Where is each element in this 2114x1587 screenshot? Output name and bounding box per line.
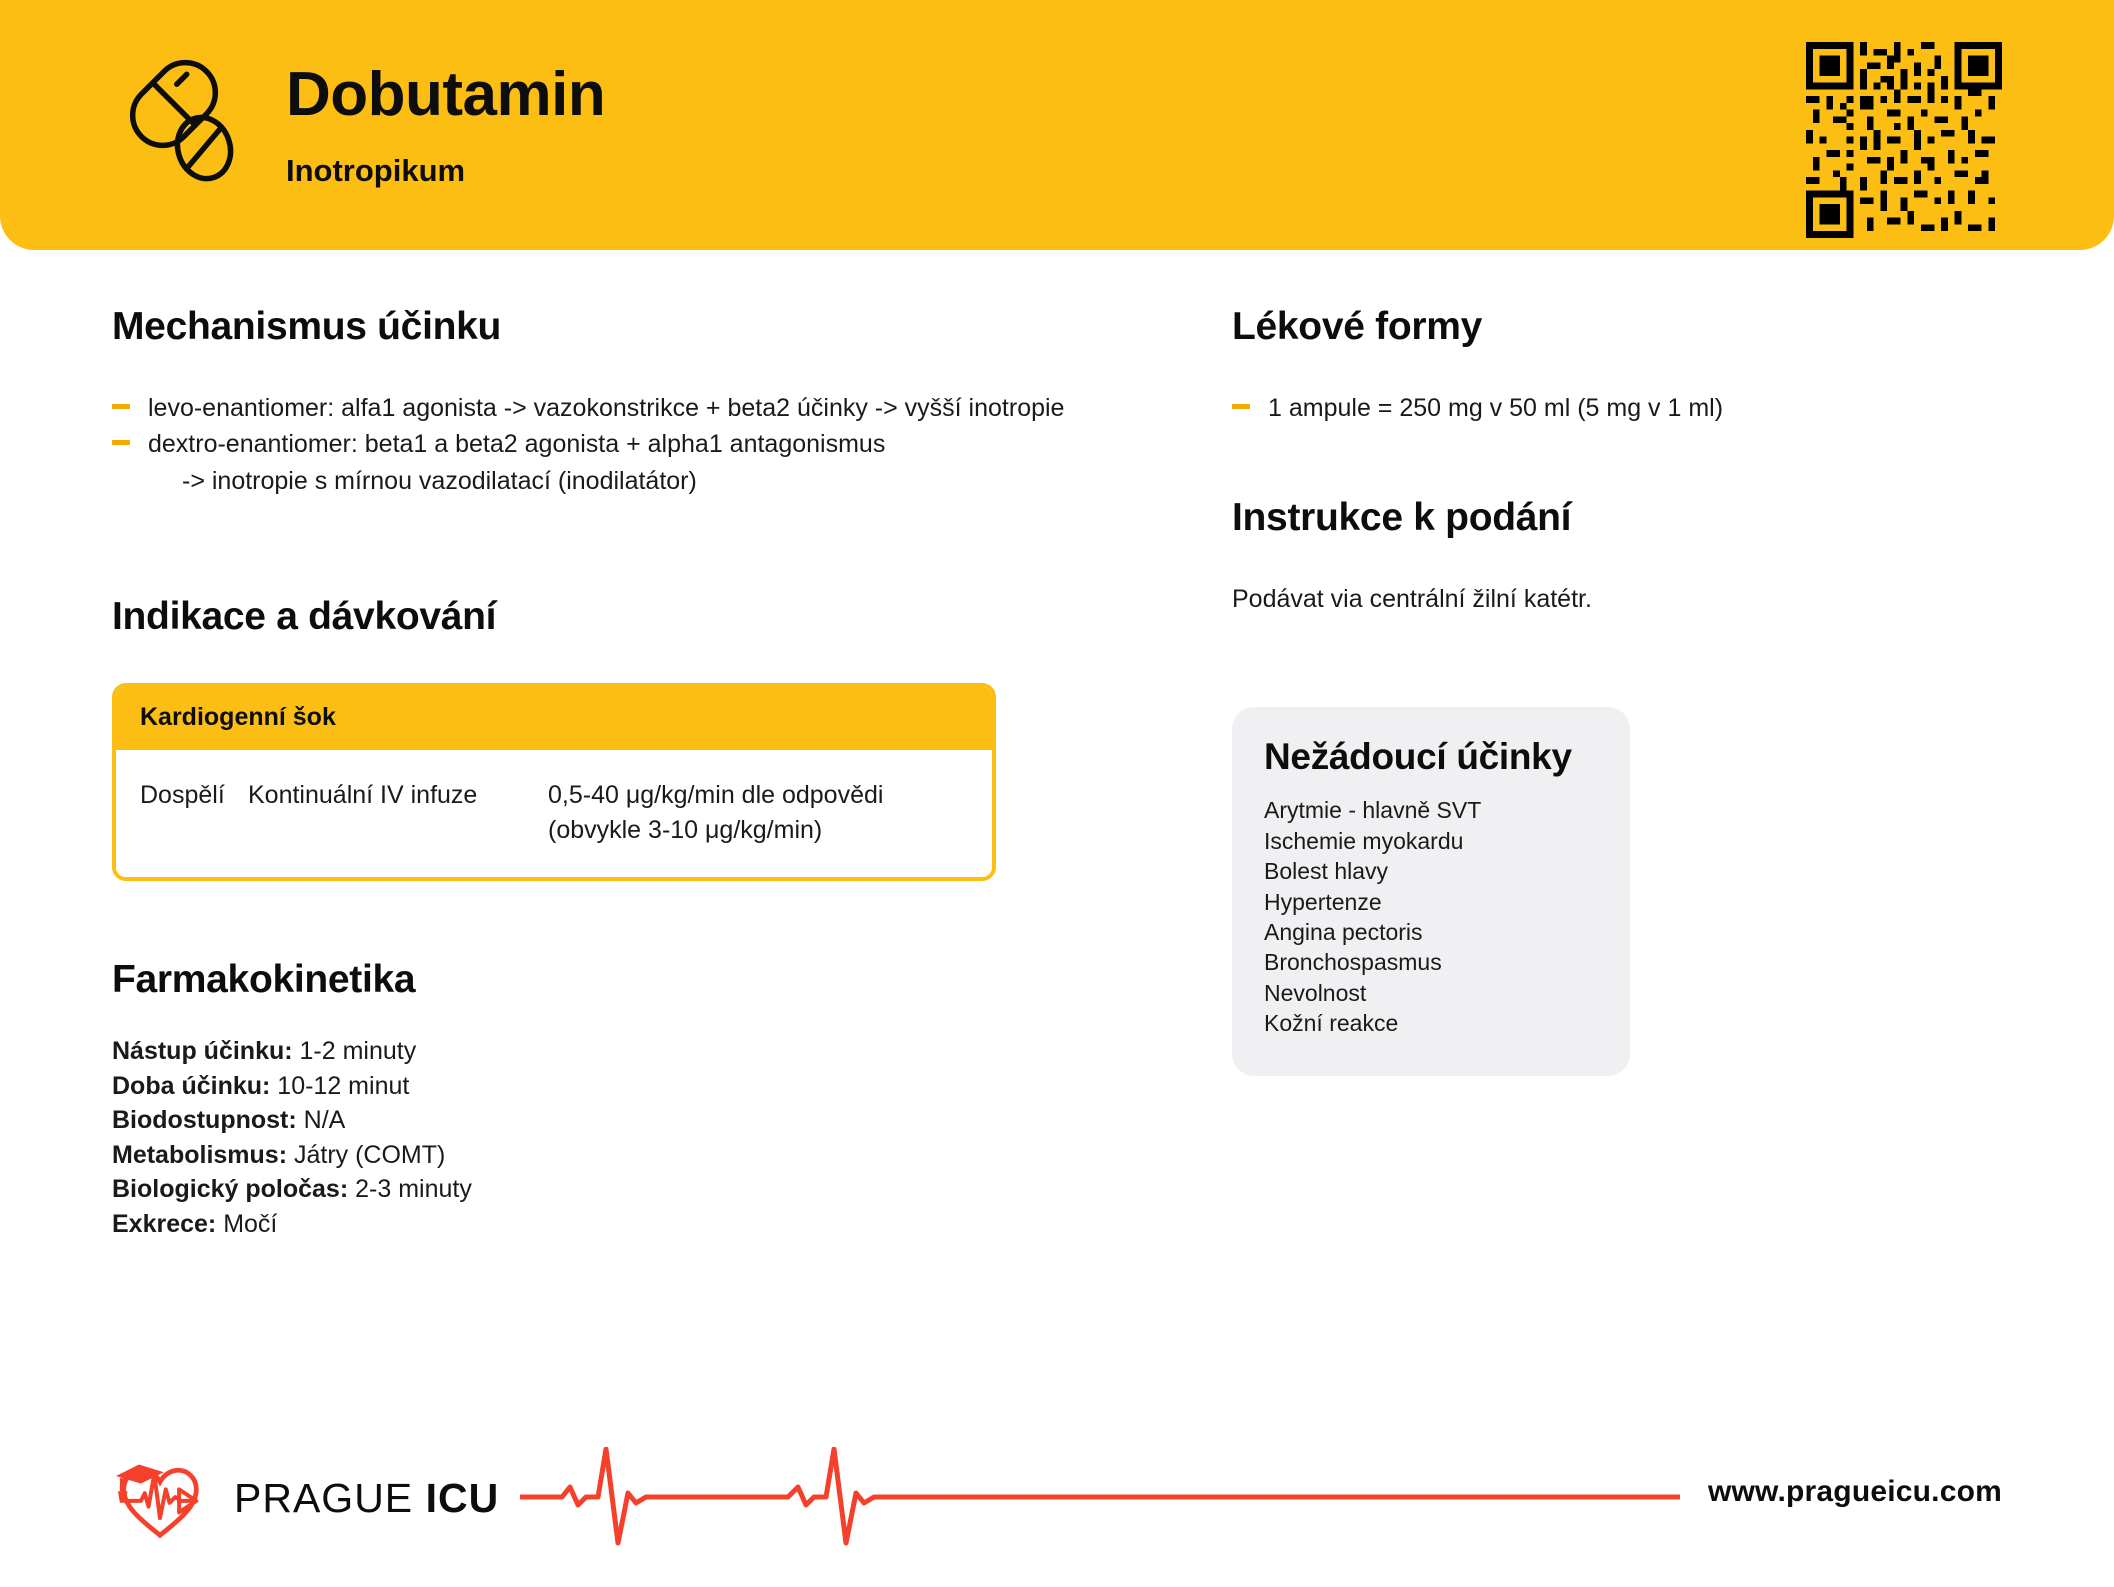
pk-value: Játry (COMT) (293, 1140, 446, 1169)
list-item: Arytmie - hlavně SVT (1264, 797, 1482, 824)
section-title-adverse-effects: Nežádoucí účinky (1264, 735, 1572, 777)
pk-value: Močí (223, 1209, 278, 1238)
drug-class-subtitle: Inotropikum (286, 153, 466, 188)
section-title-pharmacokinetics: Farmakokinetika (112, 958, 416, 1002)
brand-name-second: ICU (425, 1474, 500, 1521)
section-title-administration: Instrukce k podání (1232, 496, 1572, 540)
list-item: Ischemie myokardu (1264, 827, 1464, 854)
list-item (112, 1138, 1092, 1173)
pk-key: Metabolismus: (112, 1140, 288, 1169)
dash-bullet-icon (112, 440, 130, 445)
pk-value: N/A (303, 1106, 346, 1135)
brand-name-first: PRAGUE (234, 1474, 414, 1521)
list-item (112, 1172, 1092, 1207)
list-item: Bolest hlavy (1264, 858, 1389, 885)
mechanism-list (112, 391, 1092, 462)
pk-key: Doba účinku: (112, 1071, 271, 1100)
list-item (112, 1069, 1092, 1104)
list-item: Hypertenze (1264, 888, 1382, 915)
adverse-effects-box (1232, 707, 1630, 1077)
dose-patient-group: Dospělí (140, 781, 225, 810)
brand-name (234, 1475, 499, 1522)
pk-key: Biologický poločas: (112, 1175, 349, 1204)
dose-amount-line1: 0,5-40 μg/kg/min dle odpovědi (548, 781, 884, 810)
heart-ecg-graduation-logo-icon (112, 1455, 208, 1541)
dosing-table (112, 683, 996, 881)
pk-key: Exkrece: (112, 1209, 217, 1238)
left-column (112, 306, 1092, 1241)
section-title-dosage-forms: Lékové formy (1232, 305, 1482, 348)
dose-amount (548, 778, 968, 847)
section-title-indications: Indikace a dávkování (112, 595, 497, 639)
header-text-block (286, 52, 605, 186)
list-item (112, 1034, 1092, 1069)
list-item (112, 1207, 1092, 1242)
list-item: Angina pectoris (1264, 918, 1423, 945)
right-column (1232, 306, 2022, 1076)
table-row (116, 750, 992, 877)
pk-value: 1-2 minuty (299, 1037, 417, 1066)
adverse-effects-list (1264, 795, 1598, 1038)
dash-bullet-icon (112, 404, 130, 409)
administration-text: Podávat via centrální žilní katétr. (1232, 585, 1592, 614)
pharmacokinetics-list (112, 1034, 1092, 1241)
capsule-pill-icon (112, 52, 248, 182)
mechanism-item-text: levo-enantiomer: alfa1 agonista -> vazokonstrikce + beta2 účinky -> vyšší inotropie (148, 393, 1065, 422)
page-header (0, 0, 2114, 250)
list-item: Bronchospasmus (1264, 949, 1442, 976)
section-title-mechanism: Mechanismus účinku (112, 305, 502, 348)
website-url[interactable]: www.pragueicu.com (1707, 1475, 2002, 1508)
pk-value: 10-12 minut (277, 1071, 410, 1100)
qr-code[interactable] (1806, 42, 2002, 238)
dash-bullet-icon (1232, 404, 1250, 409)
list-item: Nevolnost (1264, 979, 1367, 1006)
brand-logo (112, 1455, 499, 1541)
list-item: Kožní reakce (1264, 1009, 1399, 1036)
dosing-table-header: Kardiogenní šok (116, 687, 992, 750)
list-item (112, 427, 1092, 462)
list-item (112, 1103, 1092, 1138)
mechanism-item-text: dextro-enantiomer: beta1 a beta2 agonista + alpha1 antagonismus (148, 430, 886, 459)
list-item (112, 391, 1092, 426)
page-footer (0, 1427, 2114, 1587)
page-title: Dobutamin (286, 60, 606, 129)
dose-route: Kontinuální IV infuze (248, 781, 478, 810)
ecg-line-icon (520, 1447, 1680, 1547)
dosage-form-text: 1 ampule = 250 mg v 50 ml (5 mg v 1 ml) (1268, 393, 1724, 422)
pk-value: 2-3 minuty (355, 1175, 472, 1204)
dosage-forms-list (1232, 391, 2022, 426)
header-title-group (112, 52, 605, 186)
pk-key: Nástup účinku: (112, 1037, 293, 1066)
dose-amount-line2: (obvykle 3-10 μg/kg/min) (548, 815, 823, 844)
list-item (1232, 391, 2022, 426)
pk-key: Biodostupnost: (112, 1106, 297, 1135)
mechanism-sub-line: -> inotropie s mírnou vazodilatací (inodilatátor) (182, 466, 697, 495)
